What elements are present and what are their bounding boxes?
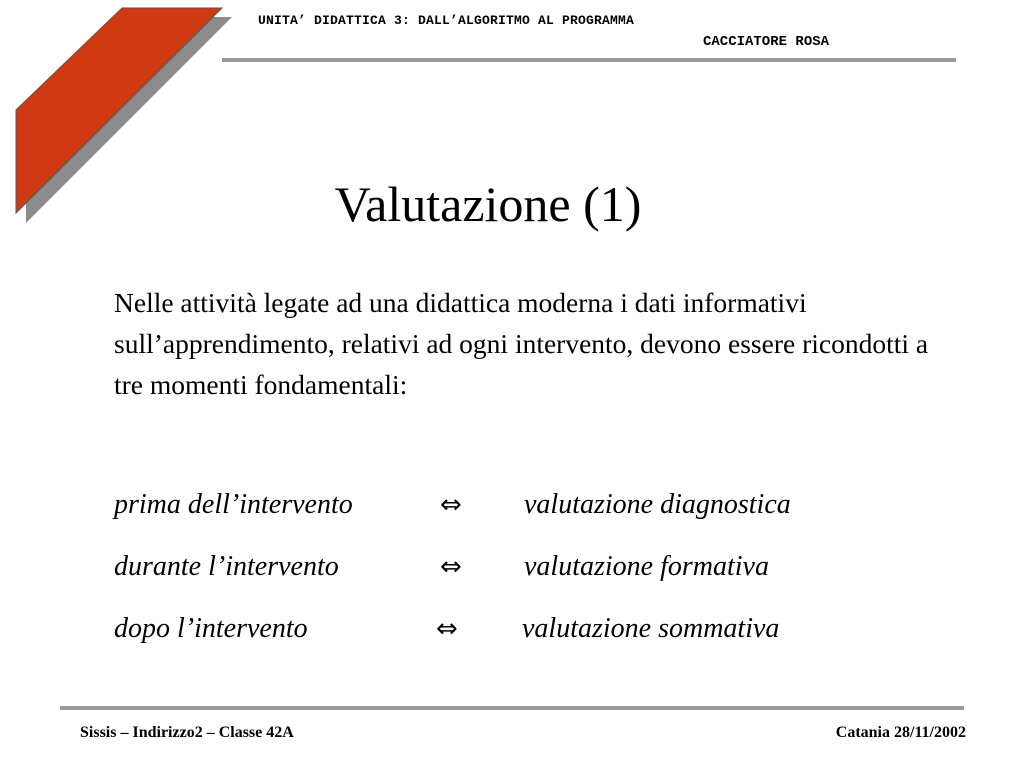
- row-moment: durante l’intervento: [114, 551, 339, 582]
- header-divider: [222, 58, 956, 62]
- row-moment: dopo l’intervento: [114, 613, 308, 644]
- row-moment: prima dell’intervento: [114, 489, 353, 520]
- footer-date: Catania 28/11/2002: [835, 724, 966, 741]
- intro-paragraph: Nelle attività legate ad una didattica moderna i dati informativi sull’apprendimento, relativi ad ogni intervento, devono essere ricondotti a tre momenti fondamentali:: [114, 287, 929, 400]
- course-title: UNITA’ DIDATTICA 3: DALL’ALGORITMO AL PROGRAMMA: [257, 13, 635, 28]
- double-arrow-icon: ⇔: [440, 490, 462, 520]
- slide-title: Valutazione (1): [334, 176, 642, 232]
- row-evaluation-type: valutazione diagnostica: [524, 489, 791, 520]
- double-arrow-icon: ⇔: [440, 552, 462, 582]
- footer-divider: [60, 706, 964, 710]
- double-arrow-icon: ⇔: [436, 614, 458, 644]
- footer-course-info: Sissis – Indirizzo2 – Classe 42A: [80, 724, 294, 741]
- row-evaluation-type: valutazione sommativa: [522, 613, 780, 644]
- row-evaluation-type: valutazione formativa: [524, 551, 769, 582]
- author-name: CACCIATORE ROSA: [703, 34, 830, 50]
